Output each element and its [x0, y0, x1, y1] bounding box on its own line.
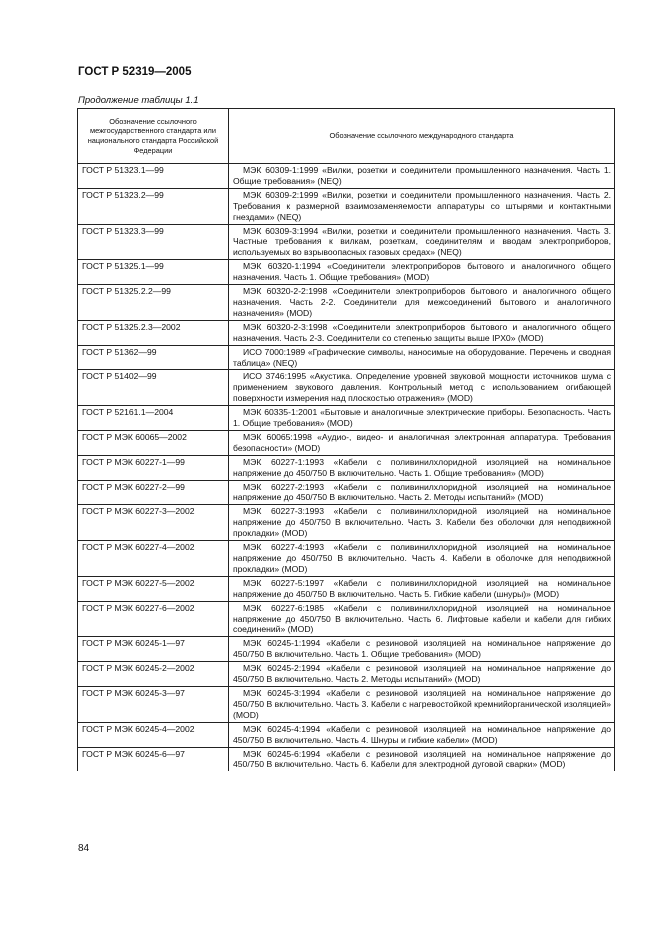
table-row [78, 601, 615, 637]
national-standard-code: ГОСТ Р МЭК 60227-2—99 [78, 480, 229, 505]
international-standard-description: МЭК 60309-1:1999 «Вилки, розетки и соединители промышленного назначения. Часть 1. Общие требования» (NEQ) [229, 164, 615, 189]
international-standard-description: МЭК 60309-3:1994 «Вилки, розетки и соединители промышленного назначения. Часть 3. Частные требования к вилкам, розеткам, соединителям и вводам электроприборов, используемых во взрывоопасных газовых средах» (NEQ) [229, 224, 615, 260]
document-header: ГОСТ Р 52319—2005 [78, 66, 192, 78]
table-continuation-caption: Продолжение таблицы 1.1 [78, 95, 199, 106]
international-standard-description: МЭК 60227-4:1993 «Кабели с поливинилхлоридной изоляцией на номинальное напряжение до 450/750 В включительно. Часть 4. Кабели в оболочке для неподвижной прокладки» (MOD) [229, 541, 615, 577]
national-standard-code: ГОСТ Р МЭК 60245-1—97 [78, 637, 229, 662]
table-row [78, 370, 615, 406]
international-standard-description: МЭК 60227-2:1993 «Кабели с поливинилхлоридной изоляцией на номинальное напряжение до 450/750 В включительно. Часть 2. Методы испытаний» (MOD) [229, 480, 615, 505]
international-standard-description: МЭК 60227-3:1993 «Кабели с поливинилхлоридной изоляцией на номинальное напряжение до 450/750 В включительно. Часть 3. Кабели без оболочки для неподвижной прокладки» (MOD) [229, 505, 615, 541]
international-standard-description: ИСО 3746:1995 «Акустика. Определение уровней звуковой мощности источников шума с применением звукового давления. Контрольный метод с использованием огибающей поверхности измерения над плоскостью отражения» (MOD) [229, 370, 615, 406]
international-standard-description: МЭК 60335-1:2001 «Бытовые и аналогичные электрические приборы. Безопасность. Часть 1. Общие требования» (MOD) [229, 406, 615, 431]
international-standard-description: МЭК 60065:1998 «Аудио-, видео- и аналогичная электронная аппаратура. Требования безопасности» (MOD) [229, 430, 615, 455]
table-row [78, 747, 615, 771]
national-standard-code: ГОСТ Р 51323.2—99 [78, 188, 229, 224]
international-standard-description: МЭК 60227-5:1997 «Кабели с поливинилхлоридной изоляцией на номинальное напряжение до 450/750 В включительно. Часть 5. Гибкие кабели (шнуры)» (MOD) [229, 576, 615, 601]
national-standard-code: ГОСТ Р МЭК 60245-6—97 [78, 747, 229, 771]
column-header-international-standard: Обозначение ссылочного международного стандарта [229, 109, 615, 164]
national-standard-code: ГОСТ Р 51325.2.3—2002 [78, 320, 229, 345]
national-standard-code: ГОСТ Р МЭК 60227-4—2002 [78, 541, 229, 577]
international-standard-description: ИСО 7000:1989 «Графические символы, наносимые на оборудование. Перечень и сводная таблица» (NEQ) [229, 345, 615, 370]
international-standard-description: МЭК 60245-1:1994 «Кабели с резиновой изоляцией на номинальное напряжение до 450/750 В включительно. Часть 1. Общие требования» (MOD) [229, 637, 615, 662]
national-standard-code: ГОСТ Р 51402—99 [78, 370, 229, 406]
table-row [78, 480, 615, 505]
table-row [78, 320, 615, 345]
table-row [78, 722, 615, 747]
table-row [78, 406, 615, 431]
table-row [78, 455, 615, 480]
column-header-national-standard: Обозначение ссылочного межгосударственного стандарта или национального стандарта Российской Федерации [78, 109, 229, 164]
national-standard-code: ГОСТ Р 51325.1—99 [78, 260, 229, 285]
table-row [78, 285, 615, 321]
table-row [78, 637, 615, 662]
international-standard-description: МЭК 60227-1:1993 «Кабели с поливинилхлоридной изоляцией на номинальное напряжение до 450/750 В включительно. Часть 1. Общие требования» (MOD) [229, 455, 615, 480]
international-standard-description: МЭК 60245-4:1994 «Кабели с резиновой изоляцией на номинальное напряжение до 450/750 В включительно. Часть 4. Шнуры и гибкие кабели» (MOD) [229, 722, 615, 747]
national-standard-code: ГОСТ Р МЭК 60245-3—97 [78, 686, 229, 722]
reference-standards-table [77, 108, 615, 771]
table-row [78, 224, 615, 260]
national-standard-code: ГОСТ Р МЭК 60245-2—2002 [78, 662, 229, 687]
international-standard-description: МЭК 60309-2:1999 «Вилки, розетки и соединители промышленного назначения. Часть 2. Требования к размерной взаимозаменяемости аппаратуры со штырями и контактными гнездами» (NEQ) [229, 188, 615, 224]
table-row [78, 164, 615, 189]
international-standard-description: МЭК 60245-6:1994 «Кабели с резиновой изоляцией на номинальное напряжение до 450/750 В включительно. Часть 6. Кабели для электродной дуговой сварки» (MOD) [229, 747, 615, 771]
national-standard-code: ГОСТ Р 51362—99 [78, 345, 229, 370]
page-number: 84 [78, 843, 90, 854]
table-row [78, 345, 615, 370]
national-standard-code: ГОСТ Р 51323.3—99 [78, 224, 229, 260]
table-row [78, 686, 615, 722]
national-standard-code: ГОСТ Р МЭК 60065—2002 [78, 430, 229, 455]
international-standard-description: МЭК 60245-2:1994 «Кабели с резиновой изоляцией на номинальное напряжение до 450/750 В включительно. Часть 2. Методы испытаний» (MOD) [229, 662, 615, 687]
table-row [78, 430, 615, 455]
international-standard-description: МЭК 60320-2-2:1998 «Соединители электроприборов бытового и аналогичного общего назначения. Часть 2-2. Соединители для межсоединений бытового и аналогичного назначения» (MOD) [229, 285, 615, 321]
table-row [78, 662, 615, 687]
national-standard-code: ГОСТ Р 52161.1—2004 [78, 406, 229, 431]
table-row [78, 576, 615, 601]
table-header-row [78, 109, 615, 164]
national-standard-code: ГОСТ Р МЭК 60227-5—2002 [78, 576, 229, 601]
national-standard-code: ГОСТ Р 51325.2.2—99 [78, 285, 229, 321]
international-standard-description: МЭК 60320-1:1994 «Соединители электроприборов бытового и аналогичного общего назначения. Часть 1. Общие требования» (MOD) [229, 260, 615, 285]
national-standard-code: ГОСТ Р МЭК 60245-4—2002 [78, 722, 229, 747]
table-row [78, 505, 615, 541]
national-standard-code: ГОСТ Р 51323.1—99 [78, 164, 229, 189]
table-row [78, 188, 615, 224]
international-standard-description: МЭК 60227-6:1985 «Кабели с поливинилхлоридной изоляцией на номинальное напряжение до 450/750 В включительно. Часть 6. Лифтовые кабели и кабели для гибких соединений» (MOD) [229, 601, 615, 637]
international-standard-description: МЭК 60320-2-3:1998 «Соединители электроприборов бытового и аналогичного общего назначения. Часть 2-3. Соединители со степенью защиты выше IPX0» (MOD) [229, 320, 615, 345]
national-standard-code: ГОСТ Р МЭК 60227-6—2002 [78, 601, 229, 637]
table-row [78, 260, 615, 285]
national-standard-code: ГОСТ Р МЭК 60227-1—99 [78, 455, 229, 480]
national-standard-code: ГОСТ Р МЭК 60227-3—2002 [78, 505, 229, 541]
table-row [78, 541, 615, 577]
international-standard-description: МЭК 60245-3:1994 «Кабели с резиновой изоляцией на номинальное напряжение до 450/750 В включительно. Часть 3. Кабели с нагревостойкой кремнийорганической изоляцией» (MOD) [229, 686, 615, 722]
